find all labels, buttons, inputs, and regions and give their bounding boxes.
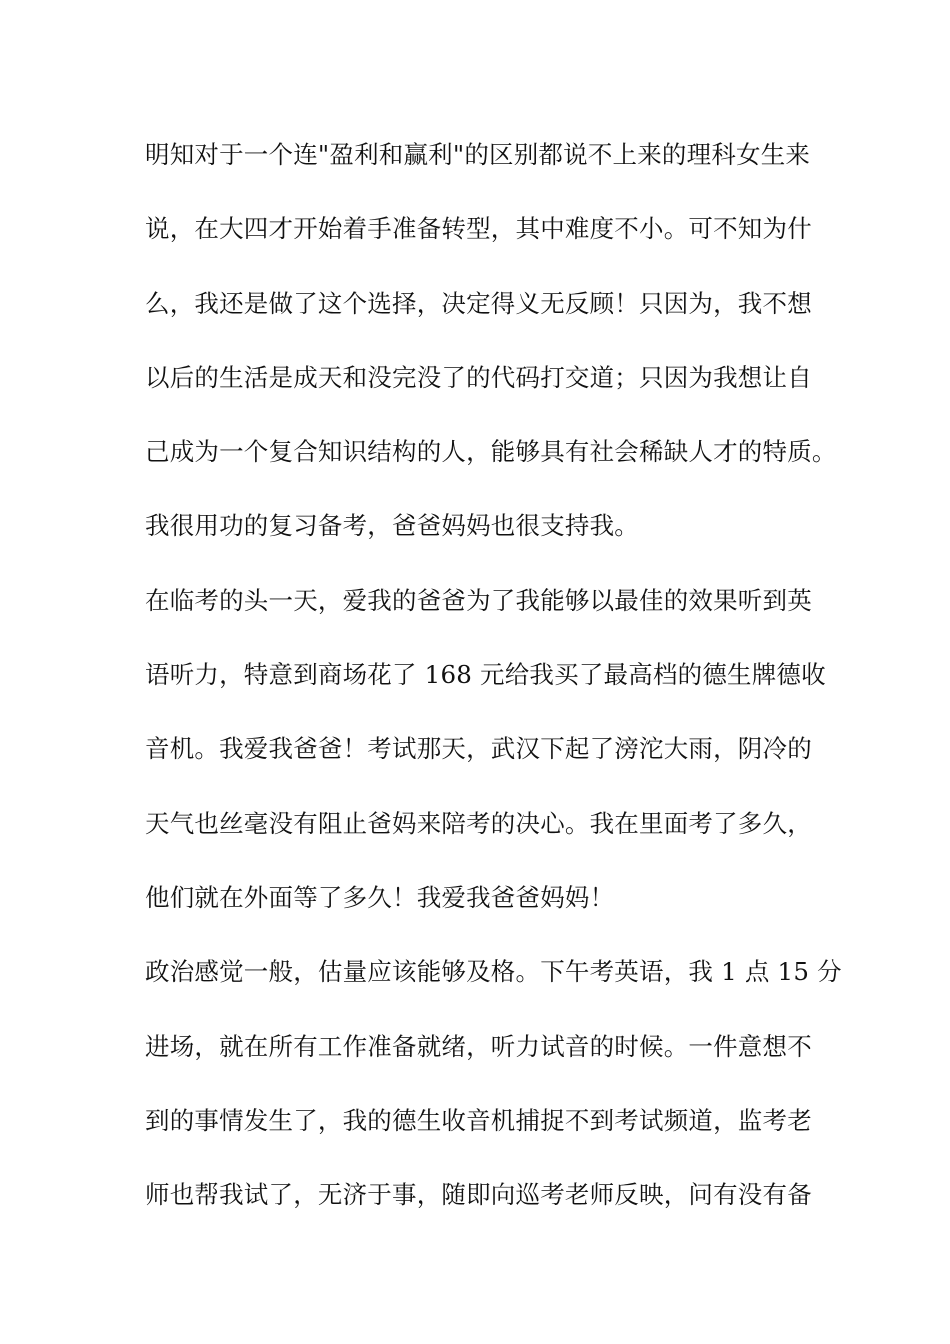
- text-line: 在临考的头一天，爱我的爸爸为了我能够以最佳的效果听到英: [145, 585, 812, 615]
- text-line: 天气也丝毫没有阻止爸妈来陪考的决心。我在里面考了多久，: [145, 808, 812, 838]
- text-line: 以后的生活是成天和没完没了的代码打交道；只因为我想让自: [145, 362, 812, 392]
- text-line: 进场，就在所有工作准备就绪，听力试音的时候。一件意想不: [145, 1031, 812, 1061]
- text-line: 我很用功的复习备考，爸爸妈妈也很支持我。: [145, 511, 639, 541]
- text-line: 明知对于一个连"盈利和赢利"的区别都说不上来的理科女生来: [145, 140, 811, 169]
- text-line: 到的事情发生了，我的德生收音机捕捉不到考试频道，监考老: [145, 1105, 812, 1135]
- text-line: 么，我还是做了这个选择，决定得义无反顾！只因为，我不想: [145, 288, 812, 318]
- text-line: 他们就在外面等了多久！我爱我爸爸妈妈！: [145, 882, 615, 912]
- document-body: [145, 133, 842, 1247]
- text-line: 音机。我爱我爸爸！考试那天，武汉下起了滂沱大雨，阴冷的: [145, 734, 812, 764]
- text-line: 己成为一个复合知识结构的人，能够具有社会稀缺人才的特质。: [145, 437, 837, 467]
- text-line: 语听力，特意到商场花了 168 元给我买了最高档的德生牌德收: [145, 660, 826, 690]
- text-line: 政治感觉一般，估量应该能够及格。下午考英语，我 1 点 15 分: [145, 957, 842, 987]
- text-line: 说，在大四才开始着手准备转型，其中难度不小。可不知为什: [145, 214, 812, 244]
- text-line: 师也帮我试了，无济于事，随即向巡考老师反映，问有没有备: [145, 1180, 812, 1210]
